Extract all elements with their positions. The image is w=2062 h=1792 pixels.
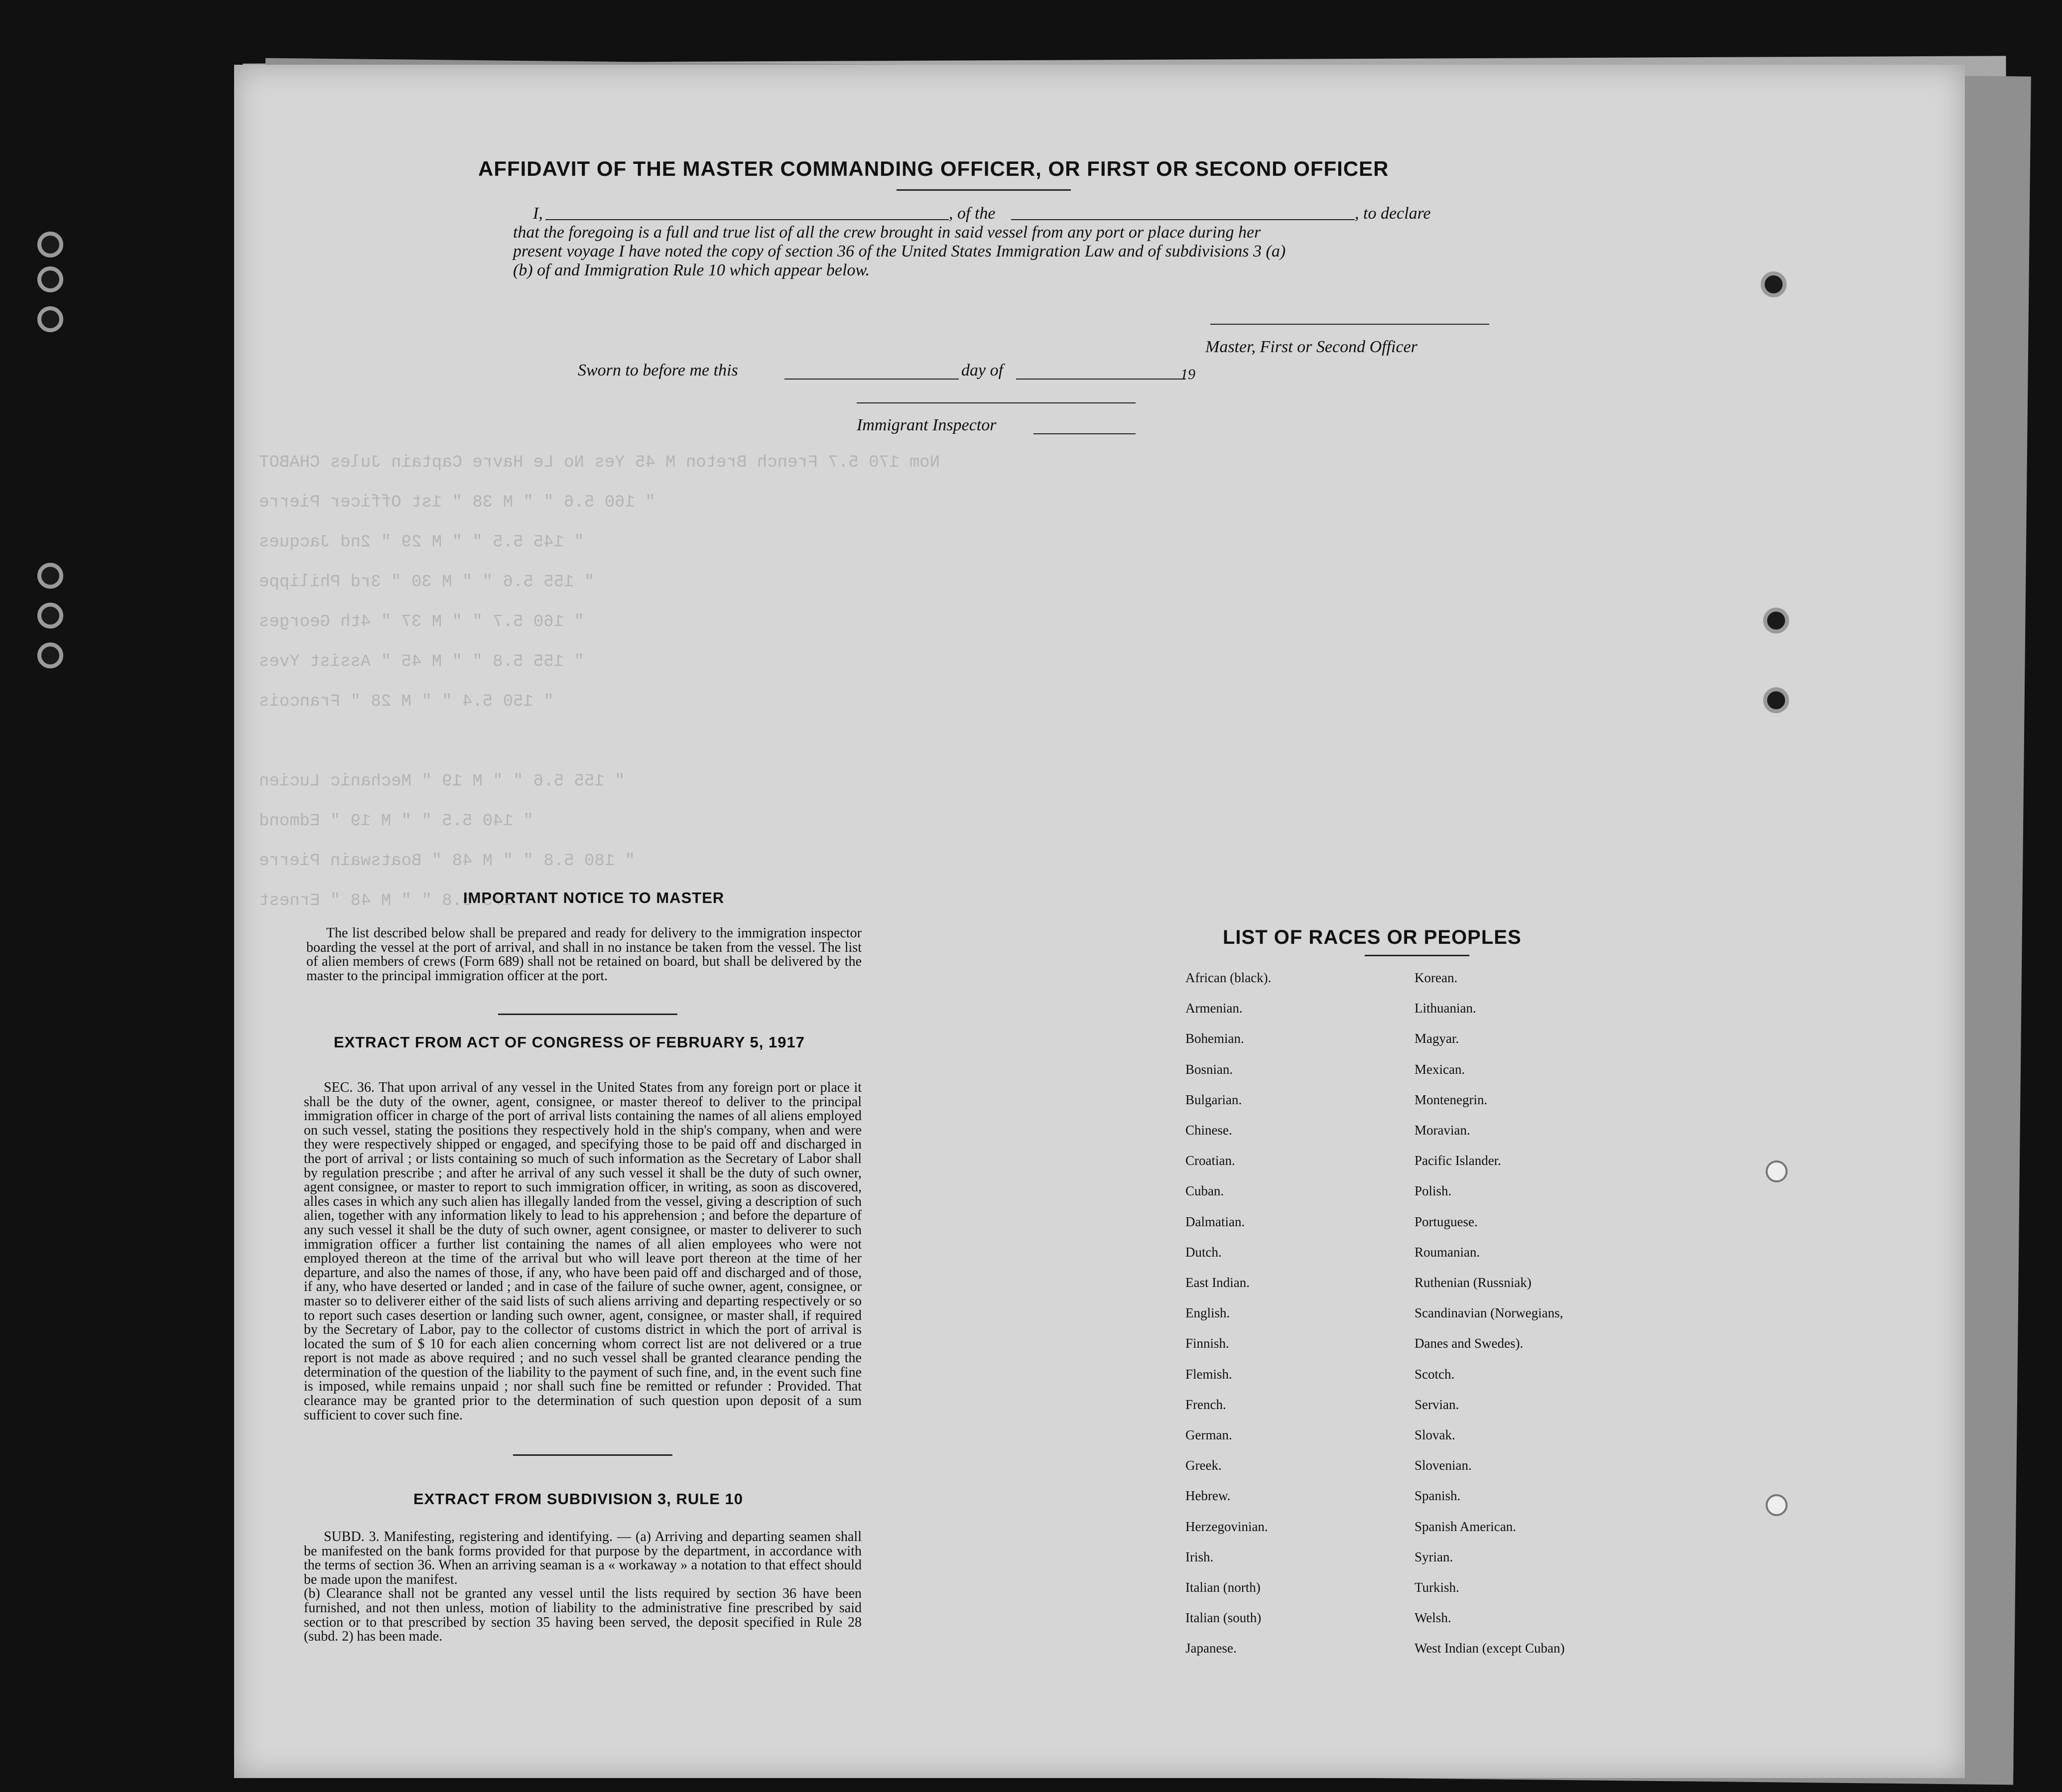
race-entry: Portuguese.	[1415, 1214, 1478, 1229]
bleed-through-row: " 160 5.6 " " M 38 " 1st Officer Pierre	[259, 493, 655, 512]
affidavit-line-4: (b) of and Immigration Rule 10 which appear below.	[513, 261, 870, 279]
race-entry: Moravian.	[1415, 1123, 1470, 1138]
race-entry: Flemish.	[1185, 1366, 1232, 1382]
race-entry: West Indian (except Cuban)	[1415, 1641, 1565, 1656]
race-entry: Magyar.	[1415, 1031, 1459, 1046]
rule-extract-subd-a: SUBD. 3. Manifesting, registering and identifying. — (a) Arriving and departing seamen shall be manifested on the bank forms provided for that purpose by the department, in accordance with the terms of section 36. When an arriving seaman is a « workaway » a notation to that effect should be made upon the manifest.	[304, 1529, 862, 1587]
race-entry: Slovenian.	[1415, 1458, 1472, 1473]
declarant-name-blank	[545, 219, 949, 220]
race-entry: Bosnian.	[1185, 1061, 1233, 1077]
inspector-label: Immigrant Inspector	[857, 416, 997, 434]
inspector-signature-line	[857, 402, 1136, 403]
act-extract-body: SEC. 36. That upon arrival of any vessel in the United States from any foreign port or place it shall be the duty of the owner, agent, consignee, or master thereof to deliver to the principal immigration officer in charge of the port of arrival lists containing the names of all aliens employed on such vessel, stating the positions they respectively hold in the ship's company, when and were they were respectively shipped or engaged, and specifying those to be paid off and discharged in the port of arrival ; or lists containing so much of such information as the Secretary of Labor shall by regulation prescribe ; and after he arrival of any such vessel it shall be the duty of such owner, agent consignee, or master to report to such immigration officer, in writing, as soon as discovered, alles cases in which any such alien has illegally landed from the vessel, giving a description of such alien, together with any information likely to lead to his apprehension ; and before the departure of any such vessel it shall be the duty of such owner, agent consignee, or master to deliverer to such immigration officer a further list containing the names of all alien employees who were not employed thereon at the time of the arrival but who will leave port thereon at the time of her departure, and also the names of those, if any, who have been paid off and discharged and of those, if any, who have deserted or landed ; and in case of the failure of suche owner, agent, consignee, or master so to deliverer either of the said lists of such aliens arriving and departing respectively or so to report such cases desertion or landing such owner, agent, consignee, or master shall, if required by the Secretary of Labor, pay to the collector of customs district in which the port of arrival is located the sum of $ 10 for each alien concerning whom correct list are not delivered or a true report is not made as above required ; and no such vessel shall be granted clearance pending the determination of the question of the liability to the payment of such fine, and, in the event such fine is imposed, while remains unpaid ; nor shall such fine be remitted or refunder : Provided. That clearance may be granted prior to the determination of such question upon deposit of a sum sufficient to cover such fine.	[304, 1080, 862, 1423]
races-divider	[1365, 955, 1469, 956]
notice-body: The list described below shall be prepared and ready for delivery to the immigration inspector boarding the vessel at the port of arrival, and shall in no instance be taken from the vessel. The list of alien members of crews (Form 689) shall not be retained on board, but shall be delivered by the master to the principal immigration officer at the port.	[306, 925, 862, 984]
rule-extract-body	[304, 1530, 862, 1644]
race-entry: Danes and Swedes).	[1415, 1336, 1524, 1351]
race-entry: Spanish American.	[1415, 1519, 1516, 1534]
bleed-through-row: Nom 170 5.7 French Breton M 45 Yes No Le Havre Captain Jules CHABOT	[259, 453, 940, 472]
race-entry: Croatian.	[1185, 1153, 1235, 1168]
bleed-through-row: " 155 5.8 " " M 45 " Assist Yves	[259, 652, 584, 671]
sworn-day-blank	[784, 379, 959, 380]
act-extract-title: EXTRACT FROM ACT OF CONGRESS OF FEBRUARY 5, 1917	[334, 1033, 805, 1051]
bleed-through-row: " 145 5.5 " " M 29 " 2nd Jacques	[259, 533, 584, 552]
race-entry: Bohemian.	[1185, 1031, 1244, 1046]
master-signature-line	[1210, 324, 1489, 325]
race-entry: Spanish.	[1415, 1488, 1461, 1504]
race-entry: Greek.	[1185, 1458, 1222, 1473]
declare-i-label: I,	[533, 204, 543, 223]
declare-of-label: , of the	[949, 204, 996, 223]
race-entry: Dalmatian.	[1185, 1214, 1245, 1229]
punch-hole	[37, 603, 63, 629]
race-entry: Italian (north)	[1185, 1580, 1261, 1595]
punch-hole	[1763, 608, 1789, 634]
punch-hole	[37, 642, 63, 668]
inspector-name-blank	[1033, 433, 1136, 434]
notice-divider	[498, 1014, 677, 1015]
punch-hole	[37, 563, 63, 589]
bleed-through-row: " 155 5.6 " " M 30 " 3rd Philippe	[259, 573, 595, 592]
race-entry: Dutch.	[1185, 1244, 1222, 1260]
affidavit-title: AFFIDAVIT OF THE MASTER COMMANDING OFFICER, OR FIRST OR SECOND OFFICER	[478, 157, 1389, 180]
race-entry: Chinese.	[1185, 1123, 1232, 1138]
punch-hole	[1761, 271, 1787, 297]
vessel-name-blank	[1011, 219, 1355, 220]
bleed-through-row: " 175 5.8 " " M 48 " Ernest	[259, 892, 533, 910]
declare-to-label: , to declare	[1355, 204, 1431, 223]
year-label: 19	[1180, 366, 1195, 383]
punch-hole	[1766, 1160, 1788, 1182]
race-entry: Pacific Islander.	[1415, 1153, 1501, 1168]
bleed-through-row: " 155 5.6 " " M 19 " Mechanic Lucien	[259, 772, 625, 791]
race-entry: English.	[1185, 1305, 1230, 1321]
race-entry: Korean.	[1415, 970, 1458, 985]
race-entry: Syrian.	[1415, 1549, 1453, 1564]
race-entry: Bulgarian.	[1185, 1092, 1242, 1107]
notice-title: IMPORTANT NOTICE TO MASTER	[463, 889, 725, 906]
affidavit-line-2: that the foregoing is a full and true list of all the crew brought in said vessel from any port or place during her	[513, 223, 1261, 242]
race-entry: Montenegrin.	[1415, 1092, 1488, 1107]
punch-hole	[1766, 1494, 1788, 1516]
punch-hole	[37, 266, 63, 292]
punch-hole	[37, 232, 63, 257]
race-entry: East Indian.	[1185, 1275, 1250, 1290]
affidavit-sheet	[234, 65, 1965, 1778]
rule-extract-title: EXTRACT FROM SUBDIVISION 3, RULE 10	[413, 1490, 743, 1508]
race-entry: Lithuanian.	[1415, 1001, 1476, 1016]
sworn-label: Sworn to before me this	[578, 361, 738, 380]
race-entry: Scandinavian (Norwegians,	[1415, 1305, 1563, 1321]
race-entry: Hebrew.	[1185, 1488, 1231, 1504]
bleed-through-row: " 160 5.7 " " M 37 " 4th Georges	[259, 613, 584, 632]
race-entry: Cuban.	[1185, 1183, 1224, 1199]
bleed-through-row: " 180 5.8 " " M 48 " Boatswain Pierre	[259, 852, 635, 871]
race-entry: Scotch.	[1415, 1366, 1455, 1382]
race-entry: Finnish.	[1185, 1336, 1229, 1351]
race-entry: Turkish.	[1415, 1580, 1459, 1595]
races-title: LIST OF RACES OR PEOPLES	[1223, 926, 1522, 948]
race-entry: Mexican.	[1415, 1061, 1465, 1077]
race-entry: French.	[1185, 1397, 1226, 1412]
bleed-through-row: " 140 5.5 " " M 19 " Edmond	[259, 812, 533, 831]
title-divider	[897, 189, 1071, 191]
bleed-through-row: " 150 5.4 " " M 28 " Francois	[259, 692, 554, 711]
race-entry: Italian (south)	[1185, 1610, 1262, 1626]
race-entry: Irish.	[1185, 1549, 1214, 1564]
master-label: Master, First or Second Officer	[1205, 338, 1418, 356]
rule-extract-subd-b: (b) Clearance shall not be granted any vessel until the lists required by section 36 have been furnished, and not then unless, motion of liability to the administrative fine prescribed by said section or to that prescribed by section 35 having been served, the deposit specified in Rule 28 (subd. 2) has been made.	[304, 1586, 862, 1645]
punch-hole	[37, 306, 63, 332]
race-entry: Slovak.	[1415, 1427, 1455, 1442]
punch-hole	[1763, 687, 1789, 713]
race-entry: Armenian.	[1185, 1001, 1243, 1016]
race-entry: German.	[1185, 1427, 1232, 1442]
race-entry: Herzegovinian.	[1185, 1519, 1268, 1534]
race-entry: Servian.	[1415, 1397, 1459, 1412]
race-entry: Ruthenian (Russniak)	[1415, 1275, 1532, 1290]
day-of-label: day of	[961, 361, 1004, 380]
race-entry: African (black).	[1185, 970, 1272, 985]
act-divider	[513, 1454, 672, 1456]
affidavit-line-3: present voyage I have noted the copy of section 36 of the United States Immigration Law and of subdivisions 3 (a)	[513, 242, 1286, 260]
race-entry: Polish.	[1415, 1183, 1452, 1199]
race-entry: Welsh.	[1415, 1610, 1451, 1626]
sworn-month-blank	[1016, 379, 1185, 380]
race-entry: Japanese.	[1185, 1641, 1237, 1656]
race-entry: Roumanian.	[1415, 1244, 1480, 1260]
